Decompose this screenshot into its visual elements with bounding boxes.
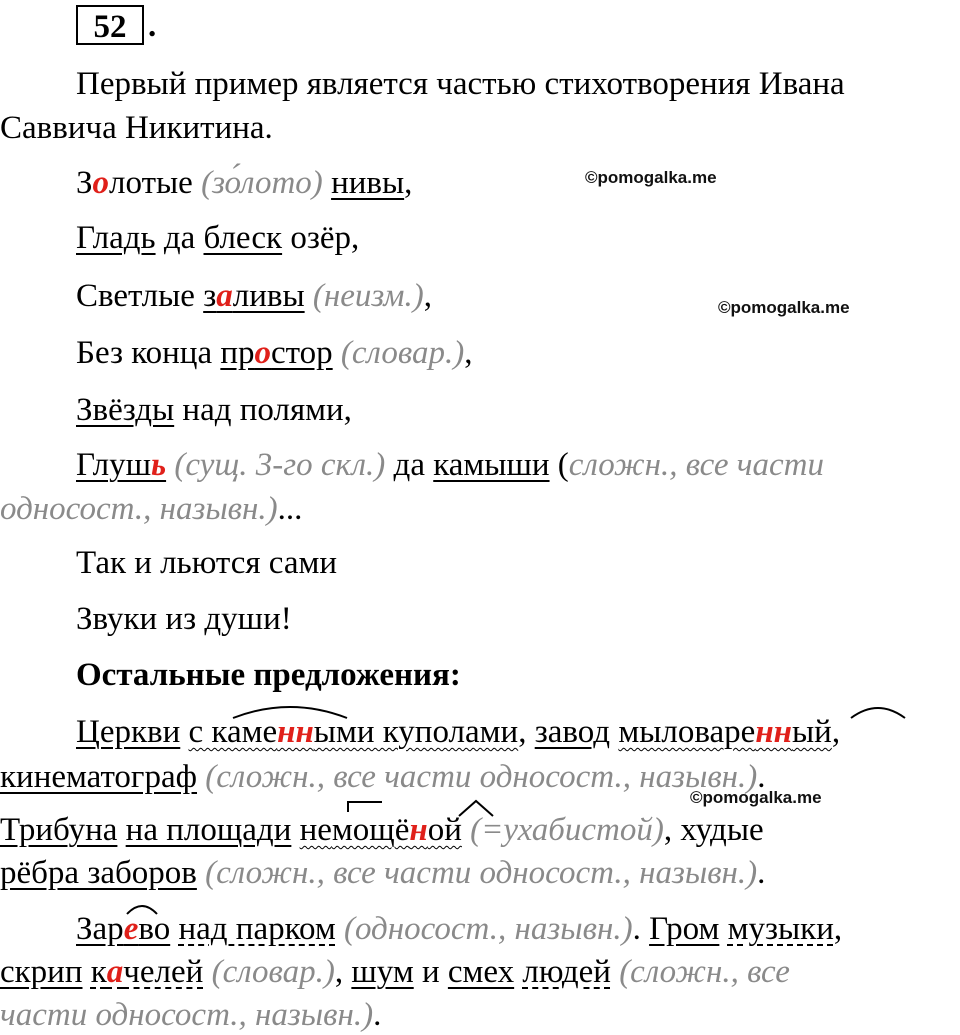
space (611, 954, 619, 990)
attribute: с каменными куполами (188, 714, 519, 750)
space (197, 855, 205, 891)
note: (=ухабистой) (470, 812, 664, 848)
space (291, 812, 299, 848)
punct: . (632, 911, 650, 947)
text: да (155, 220, 204, 256)
note: (односост., назывн.) (343, 911, 633, 947)
vowel-highlight: а (216, 278, 233, 314)
poem-line-8: Так и льются сами (76, 545, 338, 581)
watermark: ©pomogalka.me (718, 298, 850, 317)
subject: нивы (331, 165, 405, 201)
object: людей (522, 954, 611, 990)
subject: скрип (0, 954, 83, 990)
note: (словар.) (340, 335, 465, 371)
rest-line-1 (76, 712, 840, 752)
punct: , (464, 335, 473, 371)
subject: рёбра заборов (0, 855, 197, 891)
punct: , (334, 954, 352, 990)
circumstance: над парком (178, 911, 336, 947)
punct: , (831, 714, 841, 750)
letter-highlight: нн (755, 714, 792, 750)
subject: смех (447, 954, 515, 990)
vowel-highlight: о (92, 165, 110, 201)
subject: кинематограф (0, 759, 198, 795)
attribute: немощёной (299, 812, 462, 848)
object: качелей (90, 954, 204, 990)
note: (словар.) (211, 954, 335, 990)
rest-line-5 (76, 909, 842, 949)
space (117, 812, 125, 848)
space (323, 165, 331, 201)
note: (сложн., все (619, 954, 790, 990)
text: Без конца (76, 335, 221, 371)
subject: шум (351, 954, 414, 990)
poem-line-9: Звуки из души! (76, 601, 292, 637)
text: , худые (663, 812, 764, 848)
watermark: ©pomogalka.me (585, 168, 717, 187)
punct: . (757, 855, 766, 891)
letter-highlight: н (409, 812, 428, 848)
poem-line-2 (76, 218, 359, 258)
object: музыки (727, 911, 834, 947)
note: односост., назывн.) (0, 491, 278, 527)
poem-line-1 (76, 163, 412, 203)
space (305, 278, 313, 314)
suffix-arc (456, 798, 496, 818)
letter-highlight: нн (277, 714, 314, 750)
space (333, 335, 341, 371)
vowel-highlight: о (254, 335, 272, 371)
space (203, 954, 211, 990)
subject: Церкви (76, 714, 181, 750)
poem-line-7 (0, 489, 302, 529)
subject: Зарево (76, 911, 171, 947)
punct: . (373, 997, 382, 1033)
attribute: мыловаренный (618, 714, 832, 750)
subject: простор (220, 335, 333, 371)
subject: завод (534, 714, 611, 750)
poem-line-4 (76, 333, 472, 373)
punct: , (423, 278, 432, 314)
suffix-arc (848, 700, 908, 720)
prefix-mark (346, 800, 386, 814)
rest-line-7 (0, 995, 381, 1035)
text: З (76, 165, 93, 201)
subject: Гром (649, 911, 720, 947)
punct: , (833, 911, 843, 947)
note: (сущ. 3-го скл.) (174, 447, 386, 483)
watermark: ©pomogalka.me (690, 788, 822, 807)
letter-highlight: ь (150, 447, 167, 483)
text: да (385, 447, 434, 483)
text: лотые (109, 165, 202, 201)
text: озёр, (282, 220, 360, 256)
subject: заливы (203, 278, 305, 314)
subject: Звёзды (76, 392, 175, 428)
poem-line-3 (76, 276, 432, 316)
vowel-highlight: е (123, 911, 139, 947)
space (83, 954, 91, 990)
section-heading: Остальные предложения: (76, 657, 461, 693)
space (336, 911, 344, 947)
subject: блеск (203, 220, 283, 256)
poem-line-6 (76, 445, 824, 485)
punct: ( (549, 447, 569, 483)
note: (неизм.) (312, 278, 424, 314)
note: сложн., все части (568, 447, 824, 483)
exercise-number-dot: . (148, 8, 157, 44)
rest-line-3 (0, 810, 764, 850)
intro-line-1: Первый пример является частью стихотворения Ивана (76, 66, 845, 102)
punct: . (757, 759, 766, 795)
note: (сложн., все части односост., назывн.) (205, 759, 758, 795)
subject: на площади (125, 812, 292, 848)
subject: Гладь (76, 220, 156, 256)
text: и (413, 954, 448, 990)
subject: Трибуна (0, 812, 118, 848)
punct: ... (277, 491, 303, 527)
vowel-highlight: а (106, 954, 124, 990)
note: (зо́лото) (201, 165, 323, 201)
suffix-arc (230, 700, 350, 720)
rest-line-2 (0, 757, 766, 797)
root-arc (124, 900, 160, 916)
intro-line-2: Саввича Никитина. (0, 110, 273, 146)
text: над полями, (174, 392, 352, 428)
subject: камыши (433, 447, 550, 483)
rest-line-6 (0, 952, 790, 992)
poem-line-5 (76, 390, 352, 430)
space (719, 911, 727, 947)
space (180, 714, 188, 750)
note: части односост., назывн.) (0, 997, 374, 1033)
punct: , (404, 165, 413, 201)
text: Светлые (76, 278, 204, 314)
exercise-number: 52 (76, 5, 144, 45)
rest-line-4 (0, 853, 765, 893)
punct: , (518, 714, 535, 750)
note: (сложн., все части односост., назывн.) (205, 855, 758, 891)
subject: Глушь (76, 447, 167, 483)
